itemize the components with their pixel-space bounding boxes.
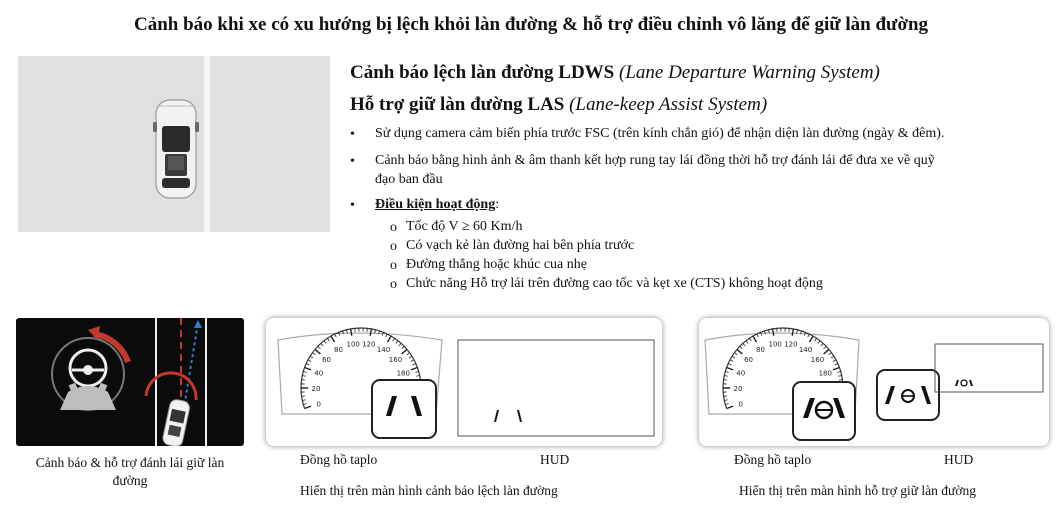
gauge-tick [724, 400, 727, 401]
gauge-tick [318, 346, 321, 348]
gauge-tick [303, 404, 306, 405]
gauge-tick [835, 364, 838, 365]
gauge-tick [753, 336, 757, 342]
gauge-tick [740, 346, 743, 348]
gauge-tick-label: 100 [768, 340, 782, 349]
car-top-view-image [18, 56, 330, 232]
gauge-tick [746, 341, 748, 344]
condition-road: Đường thẳng hoặc khúc cua nhẹ [406, 257, 587, 272]
gauge-tick [409, 356, 412, 358]
gauge-tick [725, 371, 728, 372]
gauge-tick [810, 336, 814, 342]
gauge-tick-label: 80 [756, 346, 765, 355]
gauge-tick [375, 330, 376, 333]
gauge-tick-label: 180 [396, 369, 410, 378]
condition-lane-marks: Có vạch kẻ làn đường hai bên phía trước [406, 238, 635, 253]
gauge-tick-label: 180 [818, 369, 832, 378]
gauge-tick [724, 376, 727, 377]
gauge-tick-label: 120 [784, 340, 798, 349]
condition-cts: Chức năng Hỗ trợ lái trên đường cao tốc và kẹt xe (CTS) không hoạt động [406, 276, 823, 291]
gauge-tick [734, 353, 737, 355]
gauge-tick-label: 40 [314, 369, 324, 378]
circle-bullet: o [390, 258, 397, 273]
gauge-tick [411, 367, 418, 369]
condition-speed: Tốc độ V ≥ 60 Km/h [406, 219, 523, 234]
gauge-tick-label: 0 [738, 400, 743, 409]
ldws-name: Cảnh báo lệch làn đường LDWS [350, 62, 615, 83]
assist-caption-line2: đường [112, 473, 148, 488]
gauge-tick [402, 349, 407, 353]
gauge-tick [411, 360, 414, 362]
gauge-tick [727, 406, 734, 408]
gauge-tick [732, 356, 735, 358]
gauge-tick [399, 343, 401, 346]
gauge-tick-label: 60 [322, 356, 331, 365]
hud-caption-right: HUD [944, 452, 974, 467]
gauge-tick [315, 349, 320, 353]
gauge-tick [407, 353, 410, 355]
gauge-tick [396, 341, 398, 344]
gauge-tick [730, 360, 733, 362]
gauge-tick [773, 329, 774, 336]
cluster-caption-right: Đồng hồ taplo [734, 452, 812, 467]
gauge-tick [416, 376, 419, 377]
gauge-tick [792, 329, 793, 336]
bullet-camera: Sử dụng camera cảm biến phía trước FSC (trên kính chắn gió) để nhận diện làn đường (ngày & đêm). [375, 126, 945, 141]
gauge-tick [757, 334, 759, 337]
assist-caption-line1: Cảnh báo & hỗ trợ đánh lái giữ làn [35, 455, 225, 470]
las-heading [350, 94, 767, 116]
bullet-warning: Cảnh báo bằng hình ảnh & âm thanh kết hợp rung tay lái đồng thời hỗ trợ đánh lái để đưa xe về quỹ [375, 153, 935, 168]
circle-bullet: o [390, 220, 397, 235]
gauge-tick-label: 0 [316, 400, 321, 409]
gauge-tick-label: 40 [736, 369, 746, 378]
gauge-tick [815, 338, 817, 341]
hud-caption-left: HUD [540, 452, 570, 467]
gauge-tick-label: 160 [388, 356, 403, 365]
gauge-tick [321, 343, 323, 346]
ldw-display-caption: Hiển thị trên màn hình cảnh báo lệch làn đường [300, 483, 558, 498]
gauge-tick [351, 329, 352, 336]
gauge-tick [727, 367, 734, 369]
bullet-warning-cont: đạo ban đầu [375, 172, 443, 187]
gauge-tick [386, 334, 388, 337]
gauge-tick [833, 360, 836, 362]
lane-assist-image [16, 318, 244, 446]
gauge-tick [838, 376, 841, 377]
gauge-tick-label: 160 [810, 356, 825, 365]
gauge-tick [312, 353, 315, 355]
las-display-caption: Hiển thị trên màn hình hỗ trợ giữ làn đường [739, 483, 977, 498]
gauge-tick-label: 100 [346, 340, 360, 349]
gauge-tick-label: 120 [362, 340, 376, 349]
circle-bullet: o [390, 277, 397, 292]
gauge-tick [324, 341, 326, 344]
conditions-heading [375, 197, 499, 213]
gauge-tick [305, 367, 312, 369]
gauge-tick-label: 20 [733, 385, 743, 393]
gauge-tick [415, 371, 418, 372]
gauge-tick-label: 80 [334, 346, 343, 355]
gauge-tick [302, 376, 305, 377]
ldw-display-card [266, 318, 662, 446]
gauge-tick [306, 364, 309, 365]
bullet-dot: • [350, 154, 355, 169]
gauge-tick-label: 60 [744, 356, 753, 365]
gauge-tick-label: 20 [311, 385, 321, 393]
gauge-tick [388, 336, 392, 342]
las-display-card [699, 318, 1049, 446]
bullet-dot: • [350, 127, 355, 142]
gauge-tick [310, 356, 313, 358]
gauge-tick [725, 404, 728, 405]
gauge-tick [393, 338, 395, 341]
gauge-tick [308, 360, 311, 362]
gauge-tick [728, 364, 731, 365]
gauge-tick [797, 330, 798, 333]
gauge-tick [837, 371, 840, 372]
gauge-tick [824, 346, 827, 348]
page-title: Cảnh báo khi xe có xu hướng bị lệch khỏi làn đường & hỗ trợ điều chỉnh vô lăng để giữ làn đường [133, 14, 929, 35]
las-name: Hỗ trợ giữ làn đường LAS [350, 94, 565, 115]
gauge-tick [824, 349, 829, 353]
cluster-caption-left: Đồng hồ taplo [300, 452, 378, 467]
gauge-tick [831, 356, 834, 358]
gauge-tick [370, 329, 371, 336]
gauge-tick [737, 349, 742, 353]
conditions-label: Điều kiện hoạt động [375, 197, 496, 212]
circle-bullet: o [390, 239, 397, 254]
bullet-dot: • [350, 198, 355, 213]
gauge-tick [331, 336, 335, 342]
gauge-tick [413, 364, 416, 365]
gauge-tick [743, 343, 745, 346]
gauge-tick [305, 406, 312, 408]
ldws-english: (Lane Departure Warning System) [619, 62, 880, 83]
gauge-tick [302, 400, 305, 401]
ldws-heading [350, 62, 880, 84]
conditions-colon: : [495, 197, 500, 212]
gauge-tick [335, 334, 337, 337]
gauge-tick [303, 371, 306, 372]
gauge-tick [818, 341, 820, 344]
gauge-tick-label: 140 [798, 346, 813, 355]
gauge-tick [749, 338, 751, 341]
gauge-tick [808, 334, 810, 337]
gauge-tick [327, 338, 329, 341]
gauge-tick [821, 343, 823, 346]
gauge-tick [829, 353, 832, 355]
las-english: (Lane-keep Assist System) [569, 94, 768, 115]
gauge-tick-label: 140 [376, 346, 391, 355]
gauge-tick [833, 367, 840, 369]
gauge-tick [402, 346, 405, 348]
